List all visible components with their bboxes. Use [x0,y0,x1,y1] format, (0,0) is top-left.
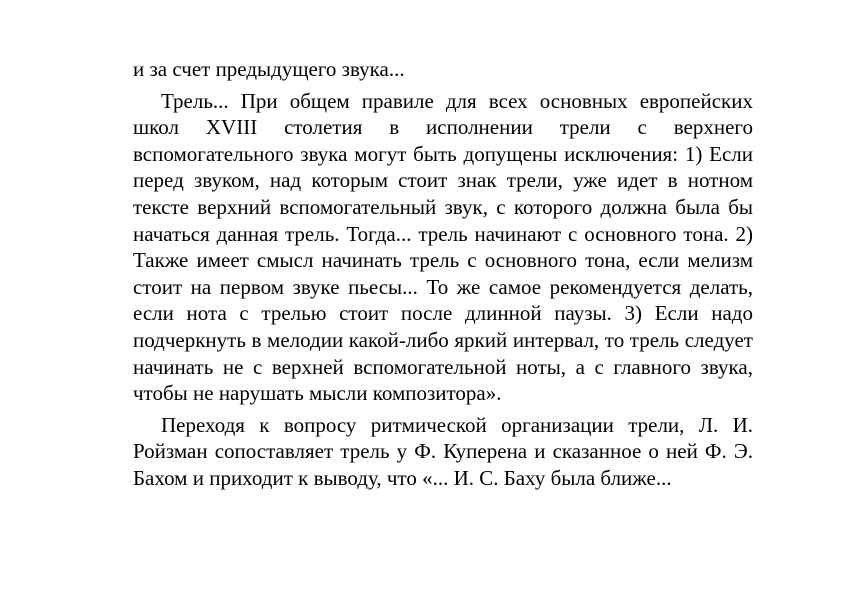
paragraph-rhythm: Переходя к вопросу ритмической организации трели, Л. И. Ройзман сопоставляет трель у Ф. Куперена и сказанное о ней Ф. Э. Бахом и приходит к выводу, что «... И. С. Баху была ближе... [133,412,753,490]
paragraph-continuation: и за счет предыдущего звука... [133,57,405,81]
paragraph-trill-rules: Трель... При общем правиле для всех основных европейских школ XVIII столетия в исполнении трели с верхнего вспомогательного звука могут быть допущены исключения: 1) Если перед звуком, над которым стоит знак трели, уже идет в нотном тексте верхний вспомогательный звук, с которого должна была бы начаться данная трель. Тогда... трель начинают с основного тона. 2) Также имеет смысл начинать трель с основного тона, если мелизм стоит на первом звуке пьесы... То же самое рекомендуется делать, если нота с трелью стоит после длинной паузы. 3) Если надо подчеркнуть в мелодии какой-либо яркий интервал, то трель следует начинать не с верхней вспомогательной ноты, а с главного звука, чтобы не нарушать мысли композитора». [133,88,753,406]
text-body [133,56,753,492]
